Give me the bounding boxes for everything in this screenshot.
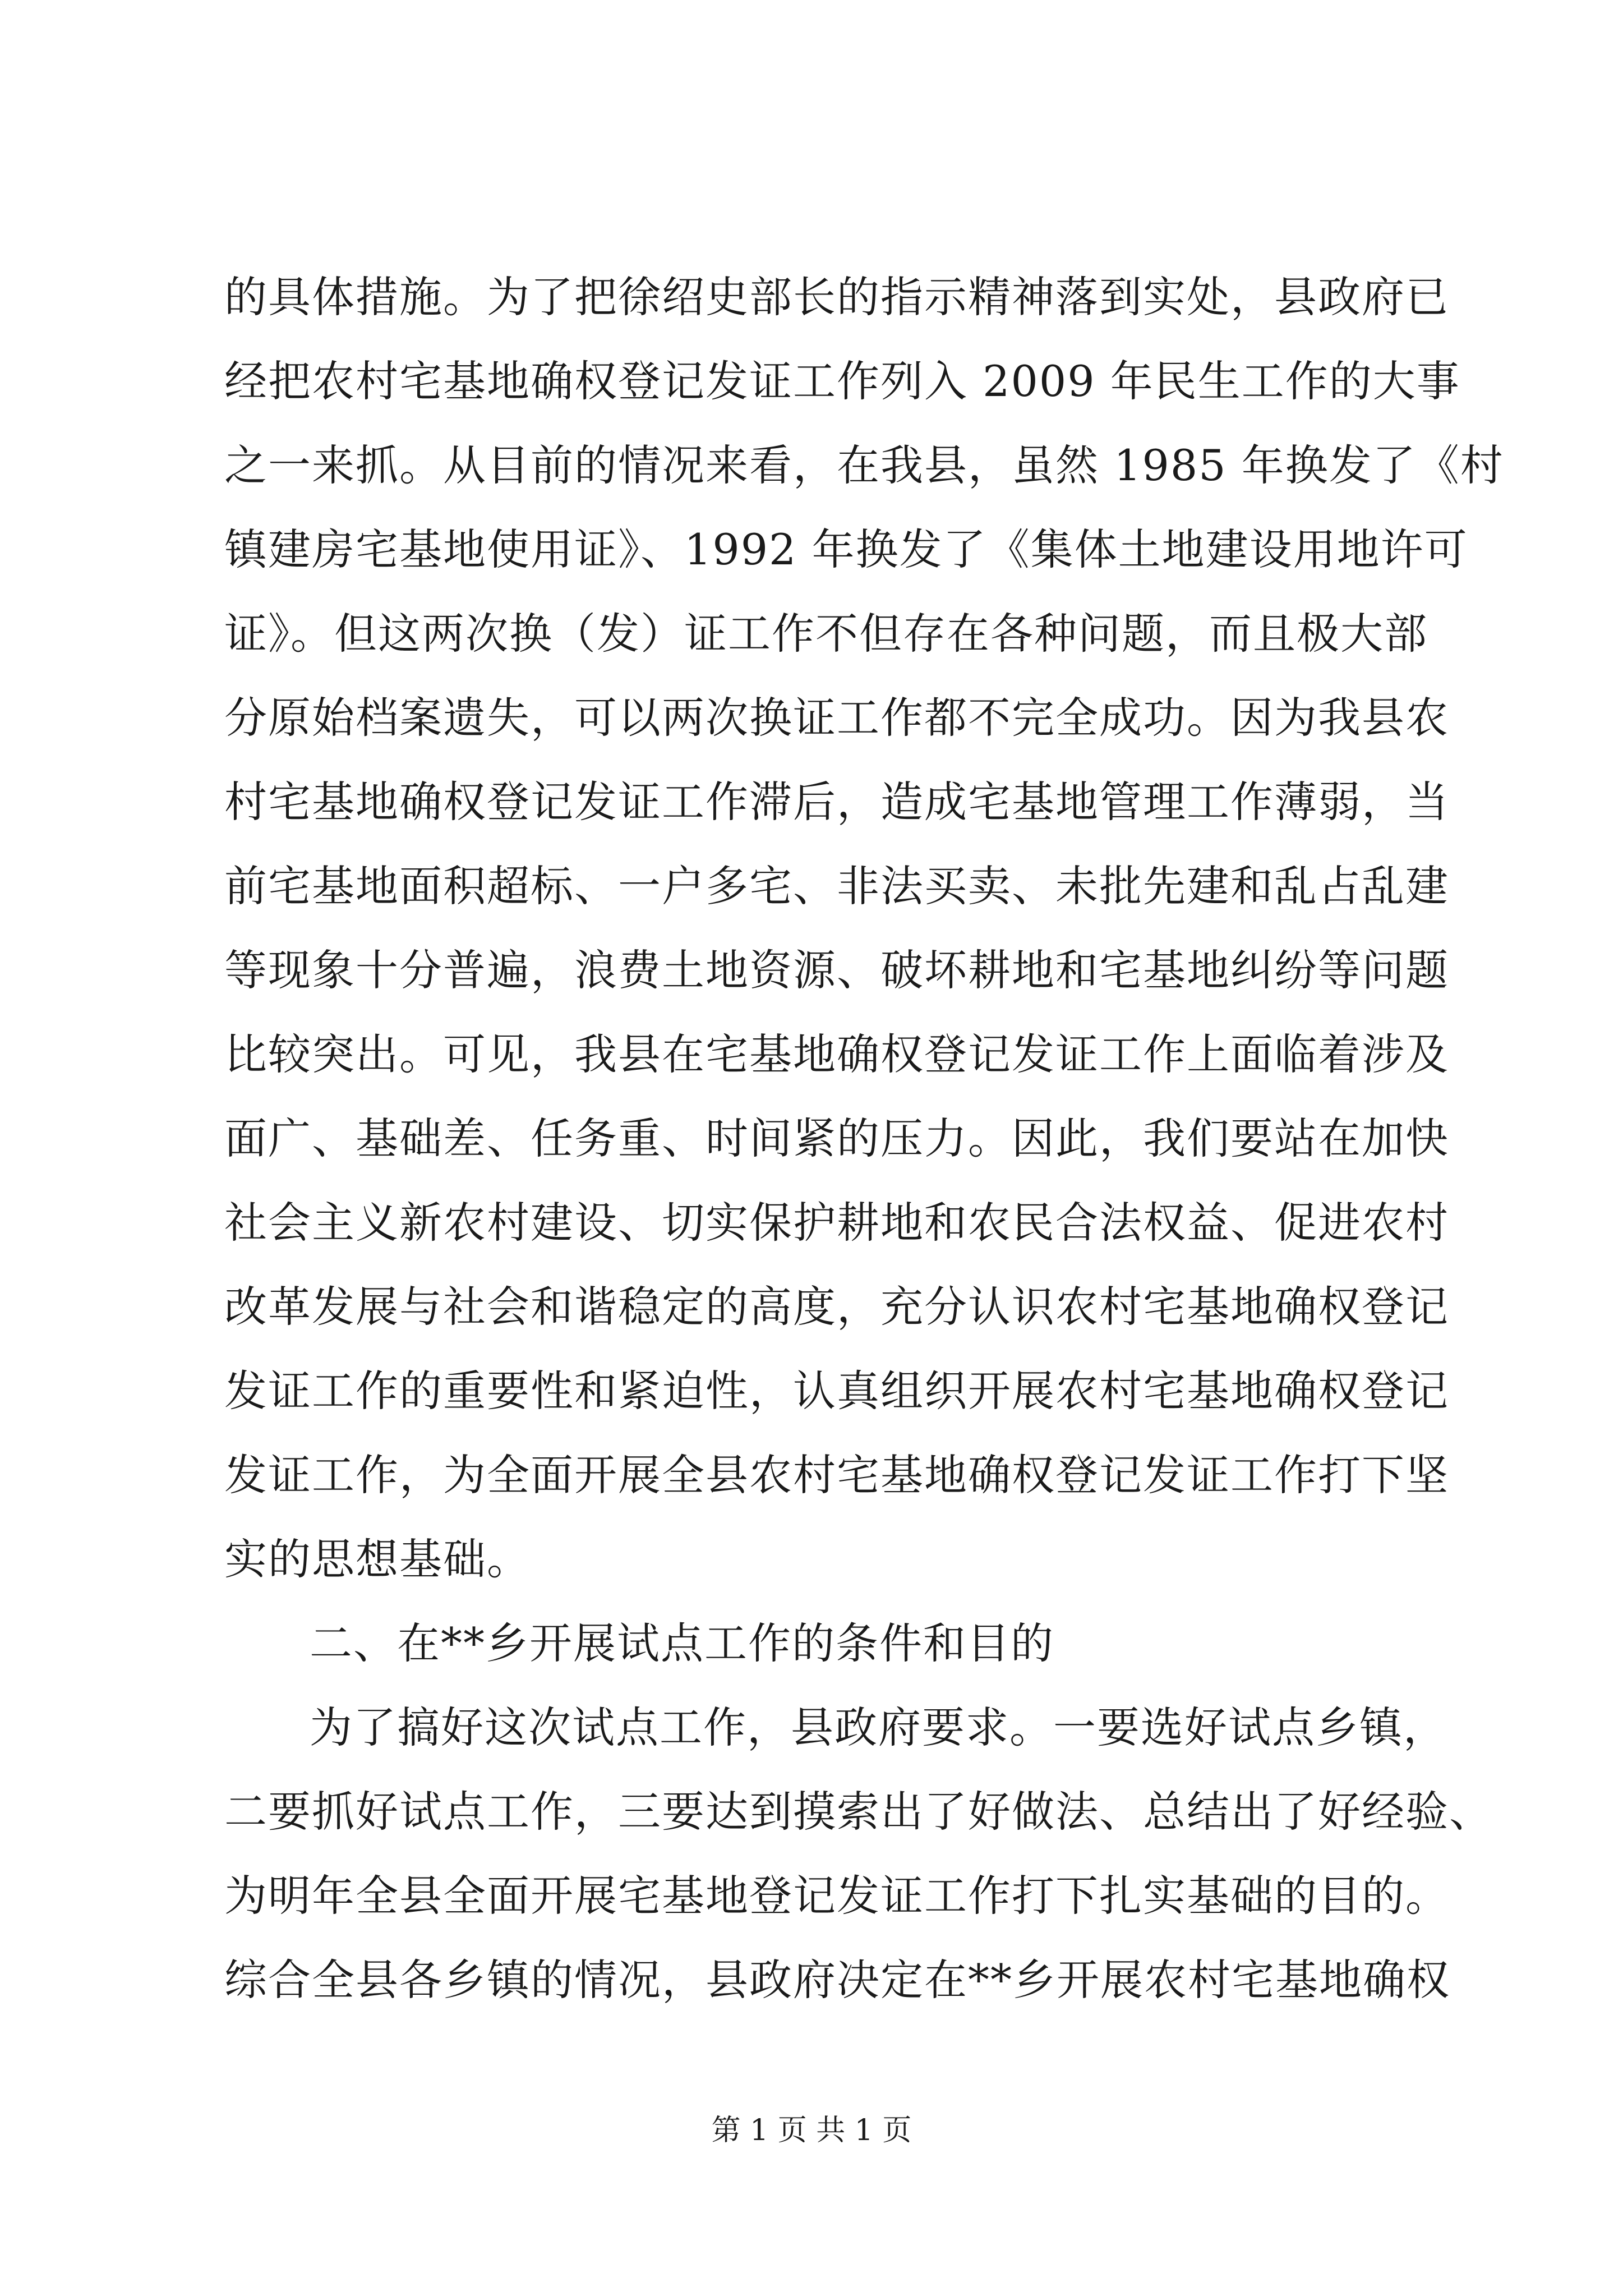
text-line: 之一来抓。从目前的情况来看，在我县，虽然 1985 年换发了《村 (224, 440, 1504, 490)
page-footer: 第 1 页 共 1 页 (711, 2114, 912, 2147)
text-line: 为明年全县全面开展宅基地登记发证工作打下扎实基础的目的。 (224, 1871, 1449, 1921)
text-line: 二要抓好试点工作，三要达到摸索出了好做法、总结出了好经验、 (224, 1787, 1493, 1837)
text-line: 比较突出。可见，我县在宅基地确权登记发证工作上面临着涉及 (224, 1029, 1449, 1079)
text-line: 综合全县各乡镇的情况，县政府决定在**乡开展农村宅基地确权 (224, 1955, 1450, 2005)
text-line: 改革发展与社会和谐稳定的高度，充分认识农村宅基地确权登记 (224, 1282, 1449, 1332)
section-heading: 二、在**乡开展试点工作的条件和目的 (310, 1618, 1054, 1668)
text-line: 村宅基地确权登记发证工作滞后，造成宅基地管理工作薄弱，当 (224, 777, 1449, 827)
text-line: 为了搞好这次试点工作，县政府要求。一要选好试点乡镇， (310, 1703, 1447, 1752)
text-line: 发证工作的重要性和紧迫性，认真组织开展农村宅基地确权登记 (224, 1366, 1449, 1416)
text-line: 证》。但这两次换（发）证工作不但存在各种问题，而且极大部 (224, 609, 1428, 659)
text-line: 的具体措施。为了把徐绍史部长的指示精神落到实处，县政府已 (224, 272, 1449, 322)
text-line: 社会主义新农村建设、切实保护耕地和农民合法权益、促进农村 (224, 1198, 1449, 1248)
text-line: 实的思想基础。 (224, 1534, 531, 1584)
text-line: 经把农村宅基地确权登记发证工作列入 2009 年民生工作的大事 (224, 356, 1460, 406)
text-line: 面广、基础差、任务重、时间紧的压力。因此，我们要站在加快 (224, 1114, 1449, 1163)
text-line: 镇建房宅基地使用证》、1992 年换发了《集体土地建设用地许可 (224, 524, 1468, 574)
text-line: 发证工作，为全面开展全县农村宅基地确权登记发证工作打下坚 (224, 1450, 1449, 1500)
text-line: 分原始档案遗失，可以两次换证工作都不完全成功。因为我县农 (224, 693, 1449, 743)
text-line: 等现象十分普遍，浪费土地资源、破坏耕地和宅基地纠纷等问题 (224, 945, 1449, 995)
text-line: 前宅基地面积超标、一户多宅、非法买卖、未批先建和乱占乱建 (224, 861, 1449, 911)
